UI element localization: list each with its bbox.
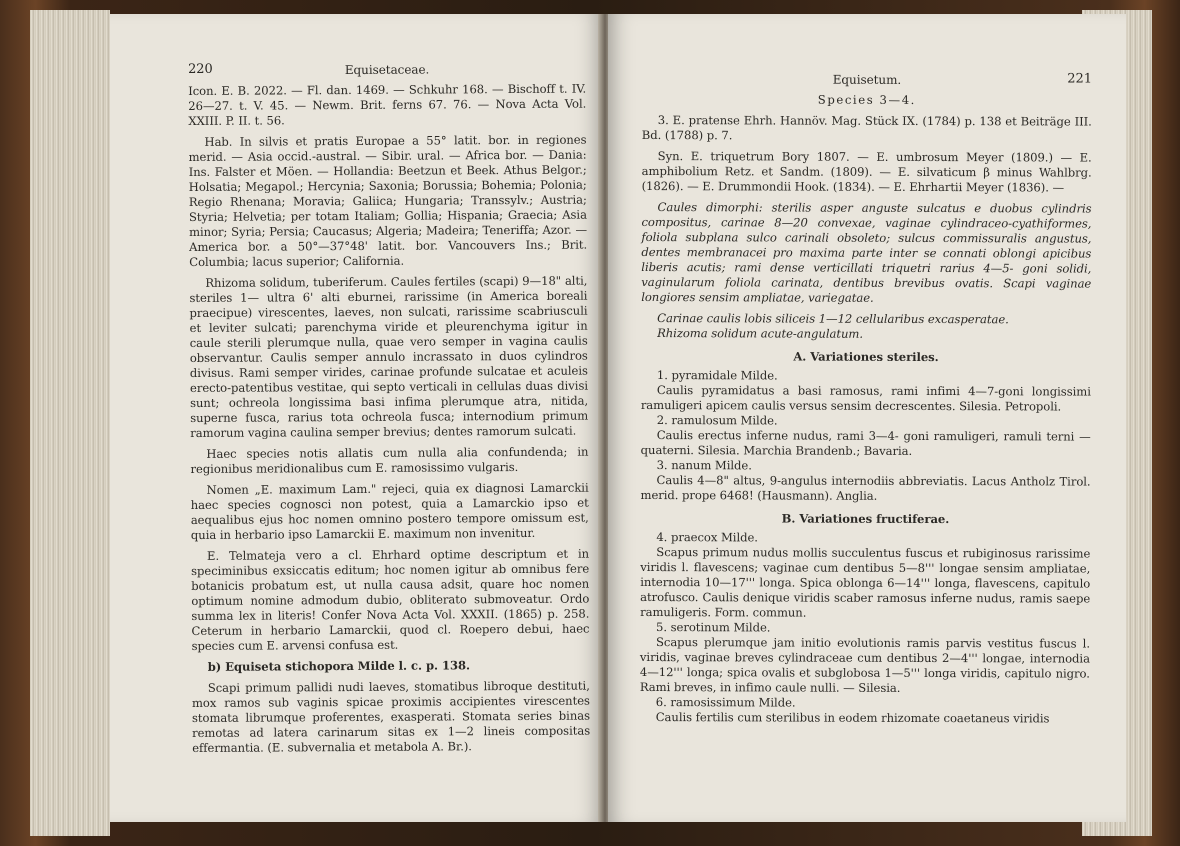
left-page-content [188, 60, 590, 756]
paragraph-synonyms: Syn. E. triquetrum Bory 1807. — E. umbrosum Meyer (1809.) — E. amphibolium Retz. et Sandm. (1809). — E. silvaticum β minus Wahlbrg. (1826). — E. Drummondii Hook. (1834). — E. Ehrhartii Meyer (1836). — [641, 149, 1092, 195]
left-running-title: Equisetaceae. [344, 62, 430, 78]
variety-serotinum: 5. serotinum Milde. [656, 620, 771, 635]
right-page-number: 221 [1067, 71, 1092, 87]
paragraph-telmateja: E. Telmateja vero a cl. Ehrhard optime descriptum et in speciminibus exsiccatis editum; hoc nomen igitur ab omnibus fere botanicis probatum est, ut nulla causa adsit, quare hoc nomen optimum nomine admodum dubio, obliterato submoveatur. Ordo summa lex in literis! Confer Nova Acta Vol. XXXII. (1865) p. 258. Ceterum in herbario Lamarckii, quod cl. Roepero debui, haec species cum E. arvensi confusa est. [191, 546, 590, 653]
paragraph-rhizoma-right: Rhizoma solidum acute-angulatum. [657, 326, 864, 341]
section-a-heading: A. Variationes steriles. [793, 349, 939, 365]
variety-nanum-desc: Caulis 4—8" altus, 9-angulus internodiis abbreviatis. Lacus Antholz Tirol. merid. prope 6468! (Hausmann). Anglia. [640, 473, 1091, 503]
variety-pyramidale: 1. pyramidale Milde. [656, 368, 778, 383]
paragraph-pratense: 3. E. pratense Ehrh. Hannöv. Mag. Stück IX. (1784) p. 138 et Beiträge III. Bd. (1788) p. 7. [641, 113, 1092, 143]
paragraph-carinae: Carinae caulis lobis siliceis 1—12 cellularibus excasperatae. [657, 311, 1009, 327]
subsection-heading: b) Equiseta stichopora Milde l. c. p. 138. [207, 658, 471, 674]
right-running-title: Equisetum. [832, 72, 902, 87]
variety-praecox-desc: Scapus primum nudus mollis succulentus fuscus et rubiginosus rarissime viridis l. flavescens; vaginae cum dentibus 5—8''' longae sensim ampliatae, internodia 10—17''' longa. Spica oblonga 6—14''' longa, flavescens, capitulo atrofusco. Caulis denique viridis scaber ramosus inferne nudus, ramis saepe ramuligeris. Form. commun. [640, 545, 1091, 620]
variety-ramosissimum: 6. ramosissimum Milde. [655, 695, 796, 710]
left-page [110, 14, 602, 822]
right-running-head [642, 70, 1092, 94]
variety-ramosissimum-desc: Caulis fertilis cum sterilibus in eodem rhizomate coaetaneus viridis [655, 710, 1050, 726]
paragraph-habitat: Hab. In silvis et pratis Europae a 55° latit. bor. in regiones merid. — Asia occid.-austral. — Sibir. ural. — Africa bor. — Dania: Ins. Falster et Möen. — Hollandia: Beetzun et Beek. Athus Belgor.; Holsatia; Megapol.; Hercynia; Saxonia; Borussia; Bohemia; Polonia; Regio Rhenana; Moravia; Galiica; Hungaria; Transsylv.; Austria; Styria; Helvetia; per totam Italiam; Gollia; Hispania; Graecia; Asia minor; Syria; Persia; Caucasus; Algeria; Madeira; Teneriffa; Azor. — America bor. a 50°—37°48' latit. bor. Vancouvers Ins.; Brit. Columbia; lacus superior; California. [188, 132, 588, 269]
paragraph-nomen: Nomen „E. maximum Lam." rejeci, quia ex diagnosi Lamarckii haec species cognosci non potest, quia a Lamarckio ipso et aequalibus ejus hoc nomen omnino postero tempore omissum est, quia in herbario ipso Lamarckii E. maximum non invenitur. [190, 480, 589, 542]
variety-ramulosum-desc: Caulis erectus inferne nudus, rami 3—4- goni ramuligeri, ramuli terni — quaterni. Silesia. Marchia Brandenb.; Bavaria. [640, 428, 1091, 458]
paragraph-scapi: Scapi primum pallidi nudi laeves, stomatibus libroque destituti, mox ramos sub vaginis spicae proximis accipientes virescentes stomata librumque proferentes, exasperati. Stomata series binas remotas ad latera carinarum sitas ex 1—2 lineis compositas effermantia. (E. subvernalia et metabola A. Br.). [191, 678, 591, 755]
right-page-content [640, 70, 1092, 727]
right-page [608, 14, 1126, 822]
variety-ramulosum: 2. ramulosum Milde. [656, 413, 778, 428]
paragraph-notes: Haec species notis allatis cum nulla alia confundenda; in regionibus meridionalibus cum E. ramosissimo vulgaris. [190, 444, 589, 476]
variety-serotinum-desc: Scapus plerumque jam initio evolutionis ramis parvis vestitus fuscus l. viridis, vaginae breves cylindraceae cum dentibus 2—4''' longae, internodia 4—12''' longa; spica ovalis et subglobosa 1—5''' longa viridis, capitulo nigro. Rami breves, in infimo caule nulli. — Silesia. [639, 635, 1091, 695]
left-page-number: 220 [188, 61, 213, 77]
paragraph-rhizoma: Rhizoma solidum, tuberiferum. Caules fertiles (scapi) 9—18" alti, steriles 1— ultra 6' alti eburnei, rarissime (in America boreali praecipue) virescentes, laeves, non sulcati, rarissime scabriusculi et leviter sulcati; parenchyma viride et pleurenchyma igitur in caule sterili plerumque nulla, quae vero semper in vagina caulis observantur. Caulis semper annulo incrassato in duos cylindros divisus. Rami semper virides, carinae profunde sulcatae et aculeis erecto-patentibus vestitae, qui septo verticali in cellulas duas divisi sunt; ochreola longissima basi infima plerumque atra, nitida, superne fusca, rarius tota ochreola fusca; internodium primum ramorum vagina caulina semper brevius; dentes ramorum sulcati. [189, 273, 589, 440]
variety-pyramidale-desc: Caulis pyramidatus a basi ramosus, rami infimi 4—7-goni longissimi ramuligeri apicem caulis versus sensim decrescentes. Silesia. Petropoli. [640, 383, 1091, 414]
left-running-head [188, 60, 586, 84]
section-b-heading: B. Variationes fructiferae. [781, 511, 950, 527]
paragraph-caules: Caules dimorphi: sterilis asper anguste sulcatus e duobus cylindris compositus, carinae 8—20 convexae, vaginae cylindraceo-cyathiformes, foliola subplana sulco carinali obsoleto; sulcus commissuralis angustus, dentes membranacei pro maxima parte inter se connati oblongi apicibus liberis acutis; rami dense verticillati triquetri rarius 4—5- goni solidi, vaginularum foliola carinata, dentibus brevibus ovatis. Scapi vaginae longiores sensim ampliatae, variegatae. [641, 200, 1092, 305]
variety-praecox: 4. praecox Milde. [656, 530, 758, 545]
paragraph-icon: Icon. E. B. 2022. — Fl. dan. 1469. — Schkuhr 168. — Bischoff t. IV. 26—27. t. V. 45. — Newm. Brit. ferns 67. 76. — Nova Acta Vol. XXIII. P. II. t. 56. [188, 81, 587, 128]
left-page-edges [30, 10, 110, 836]
species-line: Species 3—4. [817, 92, 916, 107]
variety-nanum: 3. nanum Milde. [656, 458, 752, 473]
